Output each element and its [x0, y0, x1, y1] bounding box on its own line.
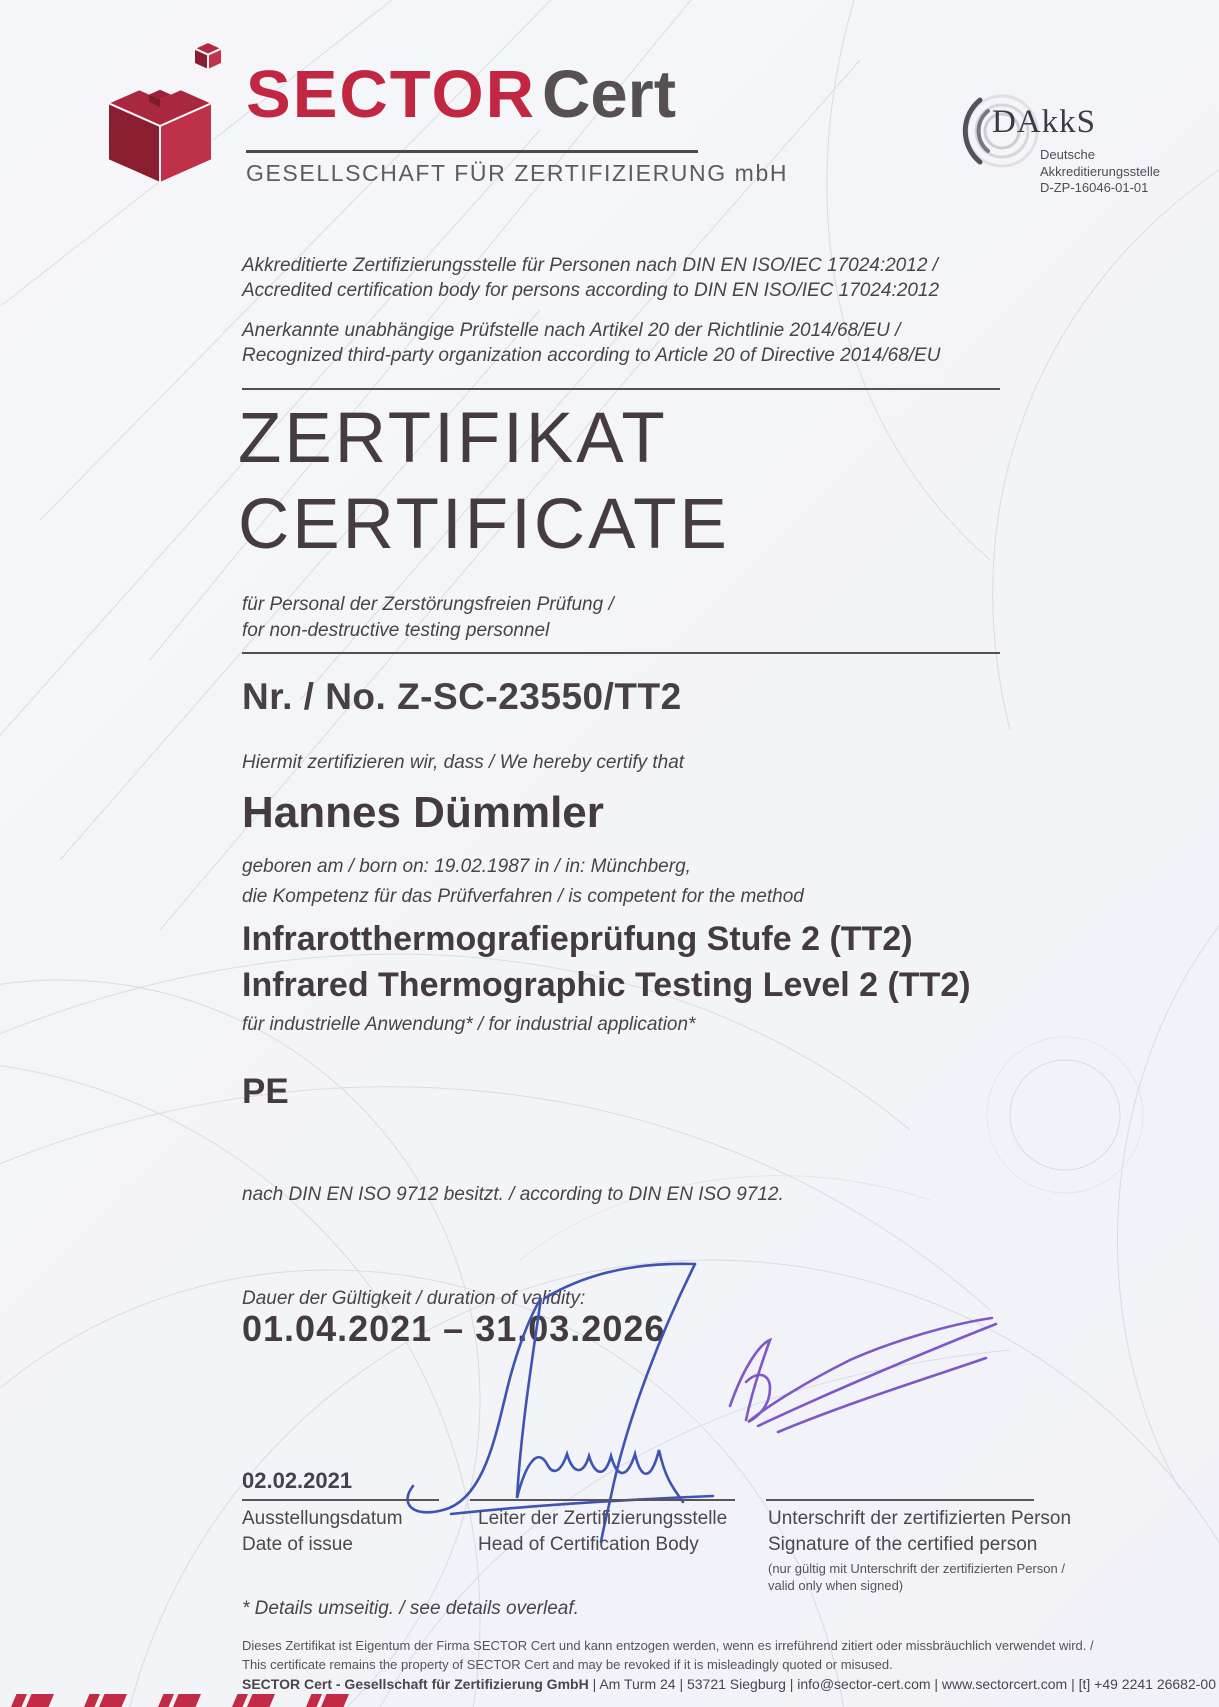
issue-date-label-de: Ausstellungsdatum	[242, 1508, 403, 1529]
person-competence: die Kompetenz für das Prüfverfahren / is competent for the method	[242, 886, 804, 907]
details-overleaf-note: * Details umseitig. / see details overleaf.	[242, 1598, 579, 1619]
brand-name-primary: SECTOR	[246, 57, 536, 132]
issue-date: 02.02.2021	[242, 1468, 353, 1493]
dakks-wordmark: DAkkS	[992, 104, 1097, 140]
accreditation-p1-de: Akkreditierte Zertifizierungsstelle für Personen nach DIN EN ISO/IEC 17024:2012 /	[242, 255, 938, 276]
brand-wordmark	[246, 56, 676, 133]
person-born: geboren am / born on: 19.02.1987 in / in: Münchberg,	[242, 856, 691, 877]
head-signature-labels	[478, 1506, 727, 1558]
issue-date-labels	[242, 1506, 403, 1558]
accreditation-p2-en: Recognized third-party organization according to Article 20 of Directive 2014/68/EU	[242, 345, 941, 366]
certificate-number: Nr. / No. Z-SC-23550/TT2	[242, 676, 682, 717]
title-sub-de: für Personal der Zerstörungsfreien Prüfung /	[242, 594, 614, 615]
issue-date-label-en: Date of issue	[242, 1534, 353, 1555]
accreditation-p1-en: Accredited certification body for persons according to DIN EN ISO/IEC 17024:2012	[242, 280, 940, 301]
head-signature-line	[470, 1499, 735, 1501]
method-sector: PE	[242, 1072, 289, 1111]
head-label-de: Leiter der Zertifizierungsstelle	[478, 1508, 728, 1529]
dakks-caption-line1: Deutsche	[1040, 147, 1095, 162]
bottom-stripe-pattern	[6, 1694, 386, 1707]
method-application: für industrielle Anwendung* / for industrial application*	[242, 1014, 696, 1035]
person-signature-note	[768, 1560, 1065, 1594]
title-top-rule	[242, 388, 1000, 390]
accreditation-p2-de: Anerkannte unabhängige Prüfstelle nach Artikel 20 der Richtlinie 2014/68/EU /	[242, 320, 901, 341]
title-en: CERTIFICATE	[238, 485, 730, 564]
person-signature-line	[766, 1499, 1034, 1501]
method-en: Infrared Thermographic Testing Level 2 (TT2)	[242, 966, 971, 1004]
brand-divider	[246, 150, 698, 153]
person-signature-labels	[768, 1506, 1071, 1558]
legal-notice-en: This certificate remains the property of SECTOR Cert and may be revoked if it is misleadingly quoted or misused.	[242, 1657, 893, 1672]
issue-date-line	[242, 1499, 439, 1501]
dakks-caption-line3: D-ZP-16046-01-01	[1040, 180, 1149, 195]
method-standard: nach DIN EN ISO 9712 besitzt. / according to DIN EN ISO 9712.	[242, 1184, 784, 1205]
title-sub-en: for non-destructive testing personnel	[242, 620, 550, 641]
person-label-de: Unterschrift der zertifizierten Person	[768, 1508, 1072, 1529]
legal-notice	[242, 1636, 1202, 1674]
company-footer-contact: | Am Turm 24 | 53721 Siegburg | info@sector-cert.com | www.sectorcert.com | [t] +49 2241 26682-00	[588, 1676, 1216, 1692]
brand-name-secondary: Cert	[541, 57, 677, 132]
validity-label: Dauer der Gültigkeit / duration of validity:	[242, 1288, 586, 1309]
method-title	[242, 916, 971, 1008]
person-name: Hannes Dümmler	[242, 788, 604, 837]
person-signature	[700, 1298, 1010, 1503]
dakks-caption-line2: Akkreditierungsstelle	[1040, 163, 1160, 179]
certify-statement: Hiermit zertifizieren wir, dass / We hereby certify that	[242, 752, 685, 773]
dakks-caption	[1040, 147, 1160, 197]
company-footer	[242, 1676, 1216, 1692]
sector-cube-logo	[96, 36, 244, 206]
person-label-en: Signature of the certified person	[768, 1534, 1038, 1555]
validity-range: 01.04.2021 – 31.03.2026	[242, 1308, 666, 1349]
person-note-line1: (nur gültig mit Unterschrift der zertifizierten Person /	[768, 1561, 1065, 1576]
method-de: Infrarotthermografieprüfung Stufe 2 (TT2)	[242, 920, 913, 958]
title-subtitle	[242, 592, 614, 644]
accreditation-paragraph-2	[242, 318, 940, 368]
company-footer-name: SECTOR Cert - Gesellschaft für Zertifizierung GmbH	[242, 1676, 589, 1692]
brand-subtitle: GESELLSCHAFT FÜR ZERTIFIZIERUNG mbH	[246, 160, 789, 186]
title-bottom-rule	[242, 652, 1000, 654]
legal-notice-de: Dieses Zertifikat ist Eigentum der Firma SECTOR Cert und kann entzogen werden, wenn es irreführend zitiert oder missbräuchlich verwendet wird. /	[242, 1638, 1094, 1653]
person-details	[242, 852, 804, 912]
accreditation-paragraph-1	[242, 253, 939, 303]
person-note-line2: valid only when signed)	[768, 1578, 904, 1593]
title-de: ZERTIFIKAT	[238, 399, 668, 478]
head-label-en: Head of Certification Body	[478, 1534, 699, 1555]
